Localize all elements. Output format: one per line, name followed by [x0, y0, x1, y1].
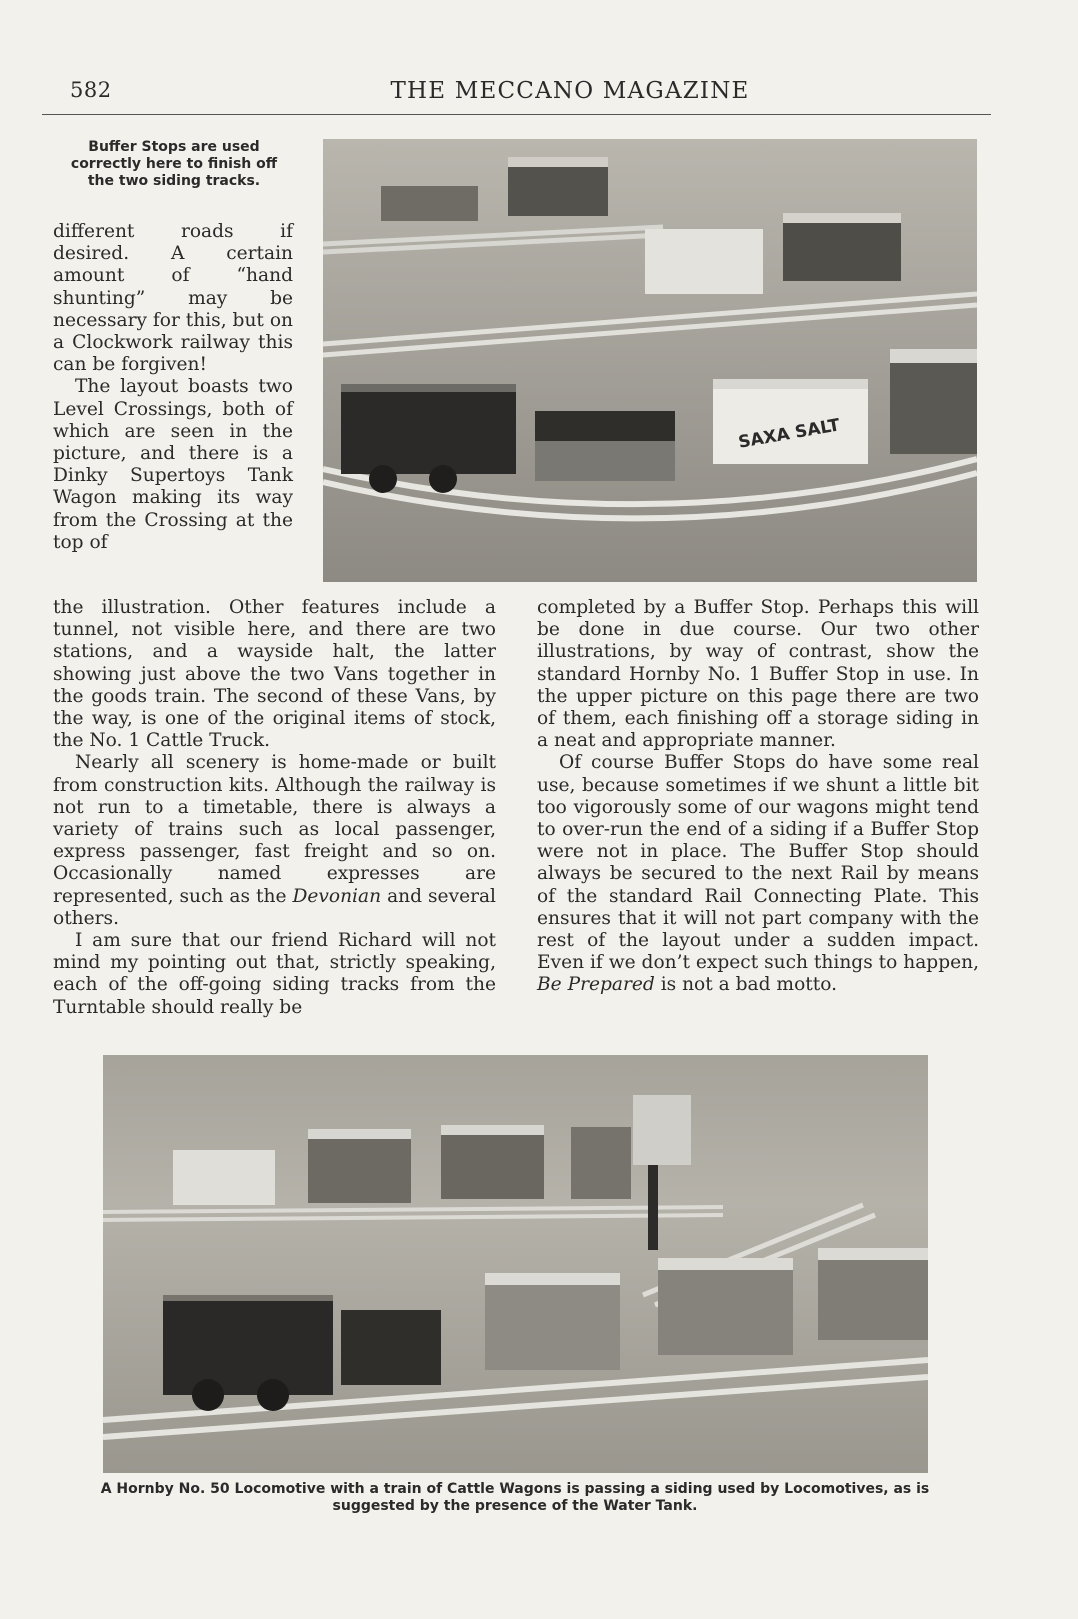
bottom-photo-caption: A Hornby No. 50 Locomotive with a train of Cattle Wagons is passing a siding used by Locomotives, as is suggested by the presence of the Water Tank.	[100, 1481, 930, 1514]
be-prepared-motto: Be Prepared	[537, 974, 655, 996]
goods-train-illustration	[323, 139, 977, 582]
page-number: 582	[70, 78, 112, 102]
right-paragraph-1: completed by a Buffer Stop. Perhaps this will be done in due course. Our two other illustrations, by way of contrast, show the standard Hornby No. 1 Buffer Stop in use. In the upper picture on this page there are two of them, each finishing off a storage siding in a neat and appropriate manner.	[537, 597, 979, 752]
left-paragraph-1: the illustration. Other features include a tunnel, not visible here, and there are two stations, and a wayside halt, the latter showing just above the two Vans together in the goods train. The second of these Vans, by the way, is one of the original items of stock, the No. 1 Cattle Truck.	[53, 597, 496, 752]
left-paragraph-2: Nearly all scenery is home-made or built from construction kits. Although the railway is not run to a timetable, there is always a variety of trains such as local passenger, express passenger, fast freight and so on. Occasionally named expresses are represented, such as the Devonian and several others.	[53, 752, 496, 929]
left-paragraph-3: I am sure that our friend Richard will not mind my pointing out that, strictly speaking, each of the off-going siding tracks from the Turntable should really be	[53, 930, 496, 1018]
devonian-name: Devonian	[292, 885, 382, 907]
cattle-wagons-illustration	[103, 1055, 928, 1473]
right-column	[537, 597, 979, 997]
narrow-column	[53, 221, 293, 554]
left-column	[53, 597, 496, 1019]
salt-van-sign: SAXA SALT	[736, 415, 842, 453]
top-photo-caption: Buffer Stops are used correctly here to finish off the two siding tracks.	[70, 139, 278, 189]
narrow-paragraph-2: The layout boasts two Level Crossings, both of which are seen in the picture, and there is a Dinky Supertoys Tank Wagon making its way from the Crossing at the top of	[53, 376, 293, 553]
cattle-wagons-photo	[103, 1055, 928, 1473]
goods-train-photo	[323, 139, 977, 582]
right-paragraph-2: Of course Buffer Stops do have some real use, because sometimes if we shunt a little bit too vigorously some of our wagons might tend to over-run the end of a siding if a Buffer Stop were not in place. The Buffer Stop should always be secured to the next Rail by means of the standard Rail Connecting Plate. This ensures that it will not part company with the rest of the layout under a sudden impact. Even if we don’t expect such things to happen, Be Prepared is not a bad motto.	[537, 752, 979, 996]
magazine-title: THE MECCANO MAGAZINE	[390, 78, 750, 104]
header-rule	[42, 114, 991, 115]
narrow-paragraph-1: different roads if desired. A certain amount of “hand shunting” may be necessary for this, but on a Clockwork railway this can be forgiven!	[53, 221, 293, 376]
